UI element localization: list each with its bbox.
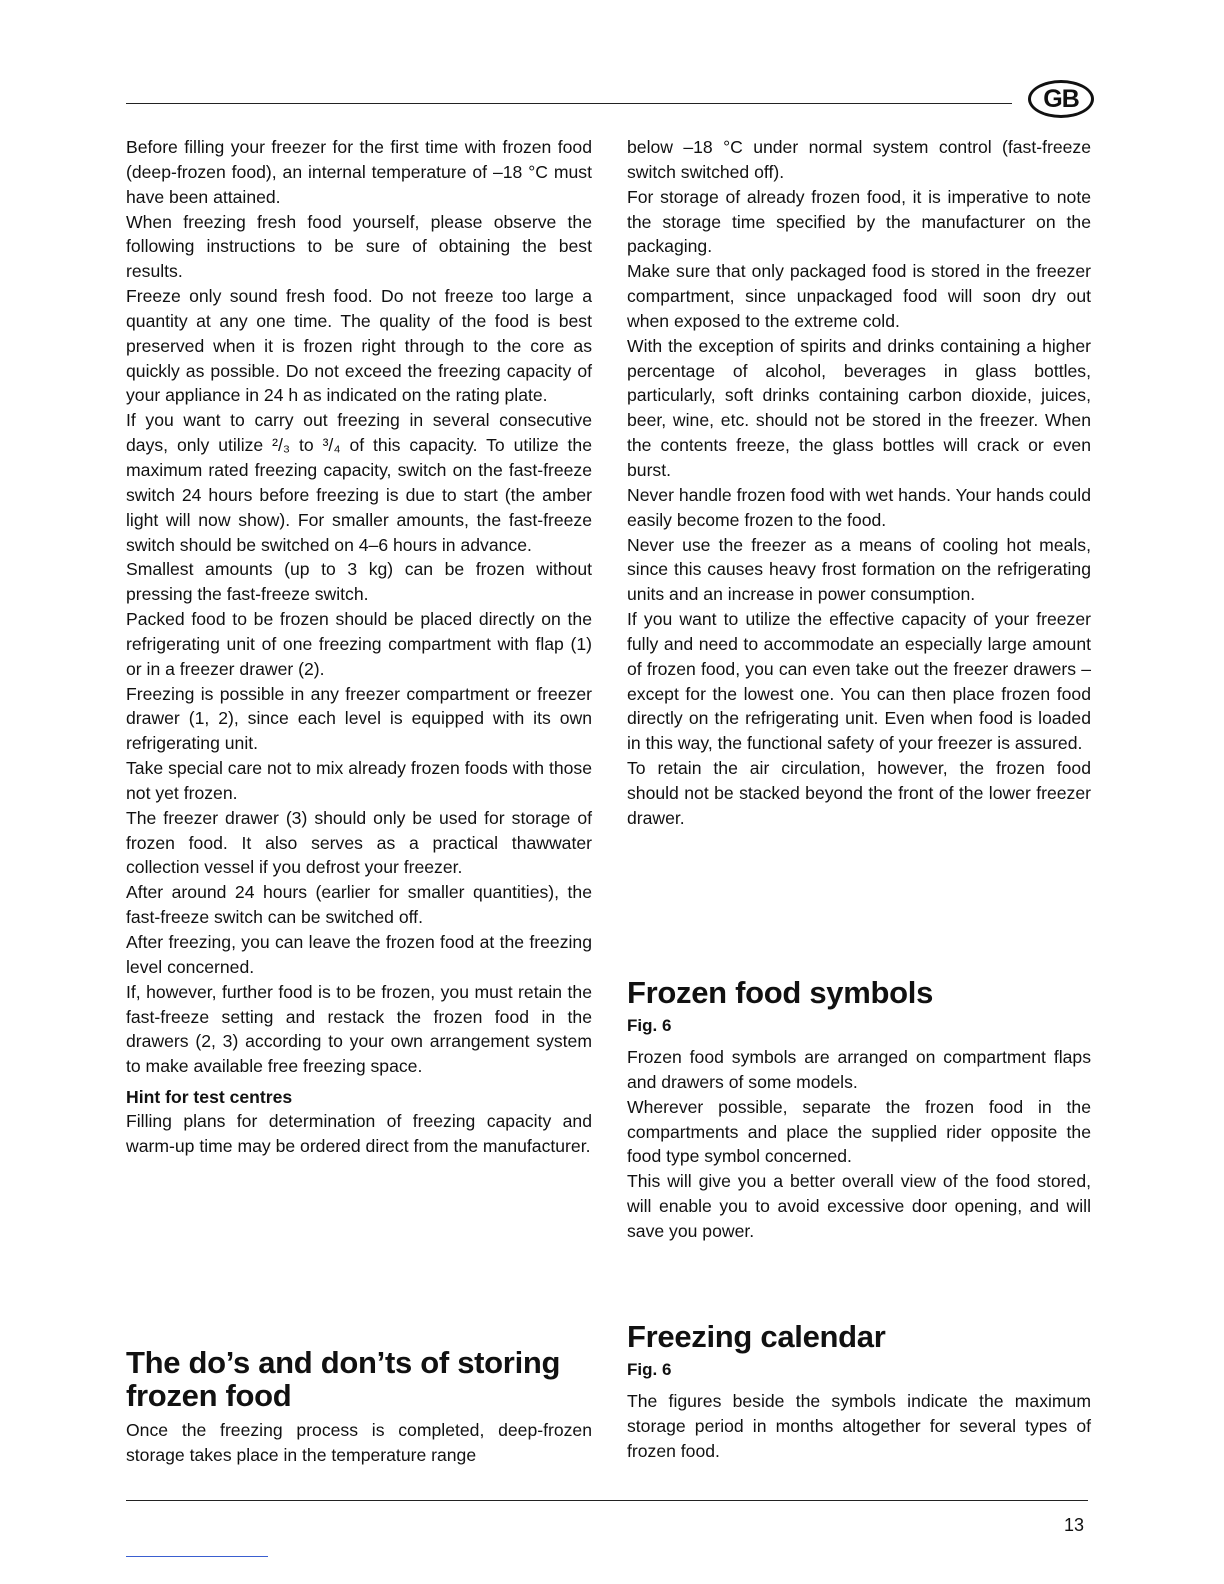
symbols-section: [627, 976, 1091, 1244]
paragraph: Freezing is possible in any freezer compartment or freezer drawer (1, 2), since each level is equipped with its own refrigerating unit.: [126, 683, 592, 754]
calendar-section: [627, 1320, 1091, 1464]
calendar-fig-ref: Fig. 6: [627, 1360, 672, 1379]
paragraph: Never handle frozen food with wet hands. Your hands could easily become frozen to the food.: [627, 484, 1091, 530]
calendar-heading: Freezing calendar: [627, 1319, 886, 1354]
paragraph: When freezing fresh food yourself, please observe the following instructions to be sure of obtaining the best results.: [126, 211, 592, 282]
calendar-text: The figures beside the symbols indicate the maximum storage period in months altogether for several types of frozen food.: [627, 1391, 1091, 1461]
paragraph: If, however, further food is to be frozen, you must retain the fast-freeze setting and restack the frozen food in the drawers (2, 3) according to your own arrangement system to make available free freezing space.: [126, 981, 592, 1077]
paragraph: For storage of already frozen food, it is imperative to note the storage time specified by the manufacturer on the packaging.: [627, 186, 1091, 257]
left-column: [126, 135, 592, 1159]
paragraph: This will give you a better overall view of the food stored, will enable you to avoid excessive door opening, and will save you power.: [627, 1171, 1091, 1241]
symbols-fig-ref: Fig. 6: [627, 1016, 672, 1035]
language-badge: GB: [1028, 80, 1094, 118]
paragraph: If you want to carry out freezing in several consecutive days, only utilize ²/₃ to ³/₄ of this capacity. To utilize the maximum rated freezing capacity, switch on the fast-freeze switch 24 hours before freezing is due to start (the amber light will now show). For smaller amounts, the fast-freeze switch should be switched on 4–6 hours in advance.: [126, 410, 592, 555]
paragraph: Wherever possible, separate the frozen food in the compartments and place the supplied rider opposite the food type symbol concerned.: [627, 1096, 1091, 1167]
paragraph: If you want to utilize the effective capacity of your freezer fully and need to accommodate an especially large amount of frozen food, you can even take out the freezer drawers – except for the lowest one. You can then place frozen food directly on the refrigerating unit. Even when food is loaded in this way, the functional safety of your freezer is assured.: [627, 609, 1091, 754]
paragraph: Never use the freezer as a means of cooling hot meals, since this causes heavy frost formation on the refrigerating units and an increase in power consumption.: [627, 534, 1091, 605]
dos-text: Once the freezing process is completed, deep-frozen storage takes place in the temperature range: [126, 1420, 592, 1465]
paragraph: below –18 °C under normal system control (fast-freeze switch switched off).: [627, 137, 1091, 182]
paragraph: Make sure that only packaged food is stored in the freezer compartment, since unpackaged food will soon dry out when exposed to the extreme cold.: [627, 261, 1091, 331]
paragraph: The freezer drawer (3) should only be used for storage of frozen food. It also serves as a practical thawwater collection vessel if you defrost your freezer.: [126, 807, 592, 878]
paragraph: With the exception of spirits and drinks containing a higher percentage of alcohol, beverages in glass bottles, particularly, soft drinks containing carbon dioxide, juices, beer, wine, etc. should not be stored in the freezer. When the contents freeze, the glass bottles will crack or even burst.: [627, 335, 1091, 480]
hint-heading: Hint for test centres: [126, 1087, 293, 1108]
header-rule: [126, 103, 1012, 104]
dos-section: [126, 1346, 592, 1468]
footer-rule: [126, 1500, 1088, 1501]
right-column: [627, 135, 1091, 831]
hint-text: Filling plans for determination of freezing capacity and warm-up time may be ordered direct from the manufacturer.: [126, 1111, 592, 1156]
dos-heading: The do’s and don’ts of storing frozen food: [126, 1345, 561, 1413]
paragraph: Freeze only sound fresh food. Do not freeze too large a quantity at any one time. The quality of the food is best preserved when it is frozen right through to the core as quickly as possible. Do not exceed the freezing capacity of your appliance in 24 h as indicated on the rating plate.: [126, 286, 592, 406]
paragraph: After freezing, you can leave the frozen food at the freezing level concerned.: [126, 932, 592, 977]
paragraph: Take special care not to mix already frozen foods with those not yet frozen.: [126, 758, 592, 803]
footnote-rule: [126, 1556, 268, 1557]
page-number: 13: [1064, 1515, 1085, 1535]
paragraph: Smallest amounts (up to 3 kg) can be frozen without pressing the fast-freeze switch.: [126, 559, 592, 605]
paragraph: Packed food to be frozen should be placed directly on the refrigerating unit of one freezing compartment with flap (1) or in a freezer drawer (2).: [126, 609, 592, 679]
symbols-heading: Frozen food symbols: [627, 975, 934, 1010]
paragraph: Before filling your freezer for the first time with frozen food (deep-frozen food), an internal temperature of –18 °C must have been attained.: [126, 137, 592, 207]
paragraph: To retain the air circulation, however, the frozen food should not be stacked beyond the front of the lower freezer drawer.: [627, 758, 1091, 828]
paragraph: Frozen food symbols are arranged on compartment flaps and drawers of some models.: [627, 1047, 1091, 1092]
paragraph: After around 24 hours (earlier for smaller quantities), the fast-freeze switch can be switched off.: [126, 882, 592, 928]
